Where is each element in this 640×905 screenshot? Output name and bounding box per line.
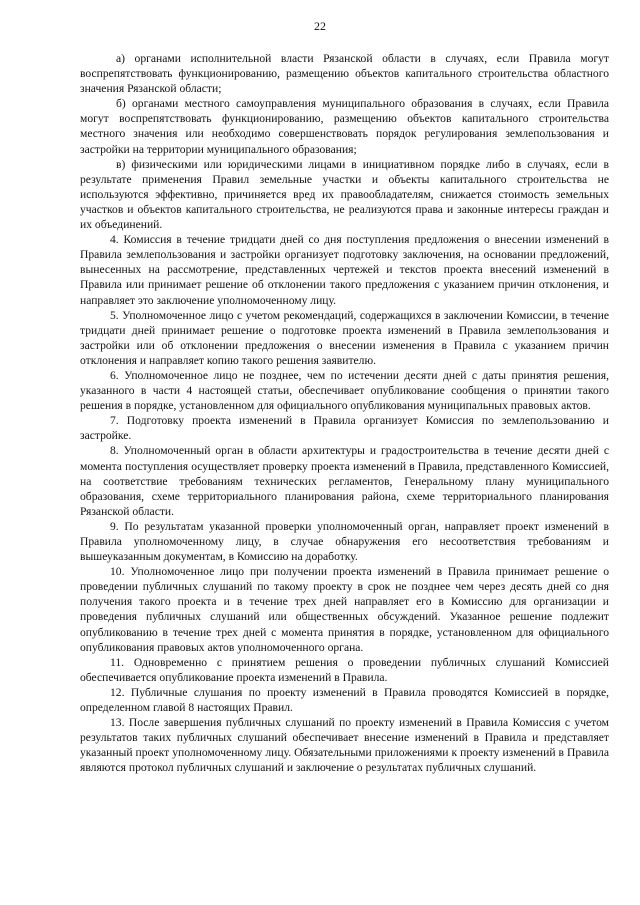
paragraph-12: 12. Публичные слушания по проекту изменений в Правила проводятся Комиссией в порядке, определенном главой 8 настоящих Правил. xyxy=(80,685,609,715)
paragraph-11: 11. Одновременно с принятием решения о проведении публичных слушаний Комиссией обеспечивается опубликование проекта изменений в Правила. xyxy=(80,655,609,684)
paragraph-v: в) физическими или юридическими лицами в инициативном порядке либо в случаях, если в результате применения Правил земельные участки и объекты капитального строительства не используются эффективно, причиняется вред их правообладателям, снижается стоимость земельных участков и объектов капитального строительства, не реализуются права и законные интересы граждан и их объединений. xyxy=(80,157,609,232)
page-number: 22 xyxy=(314,19,326,33)
paragraph-b: б) органами местного самоуправления муниципального образования в случаях, если Правила могут воспрепятствовать функционированию, размещению объектов капитального строительства местного значения или необходимо совершенствовать порядок регулирования землепользования и застройки на территории муниципального образования; xyxy=(80,97,609,156)
paragraph-6: 6. Уполномоченное лицо не позднее, чем по истечении десяти дней с даты принятия решения, указанного в части 4 настоящей статьи, обеспечивает опубликование сообщения о принятии такого решения в порядке, установленном для официального опубликования муниципальных правовых актов. xyxy=(80,368,609,413)
paragraph-9: 9. По результатам указанной проверки уполномоченный орган, направляет проект изменений в Правила уполномоченному лицу, в случае обнаружения его несоответствия требованиям и вышеуказанным документам, в Комиссию на доработку. xyxy=(80,519,609,564)
paragraph-8: 8. Уполномоченный орган в области архитектуры и градостроительства в течение десяти дней с момента поступления осуществляет проверку проекта изменений в Правила, представленного Комиссией, на соответствие требованиям технических регламентов, Генеральному плану муниципального образования, схеме территориального планирования района, схеме территориального планирования Рязанской области. xyxy=(80,444,609,518)
document-body xyxy=(80,51,609,776)
paragraph-5: 5. Уполномоченное лицо с учетом рекомендаций, содержащихся в заключении Комиссии, в течение тридцати дней принимает решение о подготовке проекта изменений в Правила землепользования и застройки или об отклонении предложения о внесении изменения в Правила с указанием причин отклонения и направляет копию такого решения заявителю. xyxy=(80,308,609,367)
paragraph-4: 4. Комиссия в течение тридцати дней со дня поступления предложения о внесении изменений в Правила землепользования и застройки организует подготовку заключения, на основании предложений, вынесенных на рассмотрение, представленных чертежей и текстов проекта внесений изменений в Правила или принимает решение об отклонении такого предложения с указанием причин отклонения, и направляет это заключение уполномоченному лицу. xyxy=(80,233,609,307)
paragraph-a: а) органами исполнительной власти Рязанской области в случаях, если Правила могут воспрепятствовать функционированию, размещению объектов капитального строительства областного значения Рязанской области; xyxy=(80,52,609,96)
paragraph-10: 10. Уполномоченное лицо при получении проекта изменений в Правила принимает решение о проведении публичных слушаний по такому проекту в срок не позднее чем через десять дней со дня получения такого проекта и в течение трех дней направляет его в Комиссию для организации и проведения публичных слушаний или общественных обсуждений. Указанное решение подлежит опубликованию в течение трех дней с момента принятия в порядке, установленном для официального опубликования правовых актов уполномоченного органа. xyxy=(80,565,609,654)
paragraph-7: 7. Подготовку проекта изменений в Правила организует Комиссия по землепользованию и застройке. xyxy=(80,414,609,443)
paragraph-13: 13. После завершения публичных слушаний по проекту изменений в Правила Комиссия с учетом результатов таких публичных слушаний обеспечивает внесение изменений в Правила и представляет указанный проект уполномоченному лицу. Обязательными приложениями к проекту изменений в Правила являются протокол публичных слушаний и заключение о результатах публичных слушаний. xyxy=(80,716,609,775)
